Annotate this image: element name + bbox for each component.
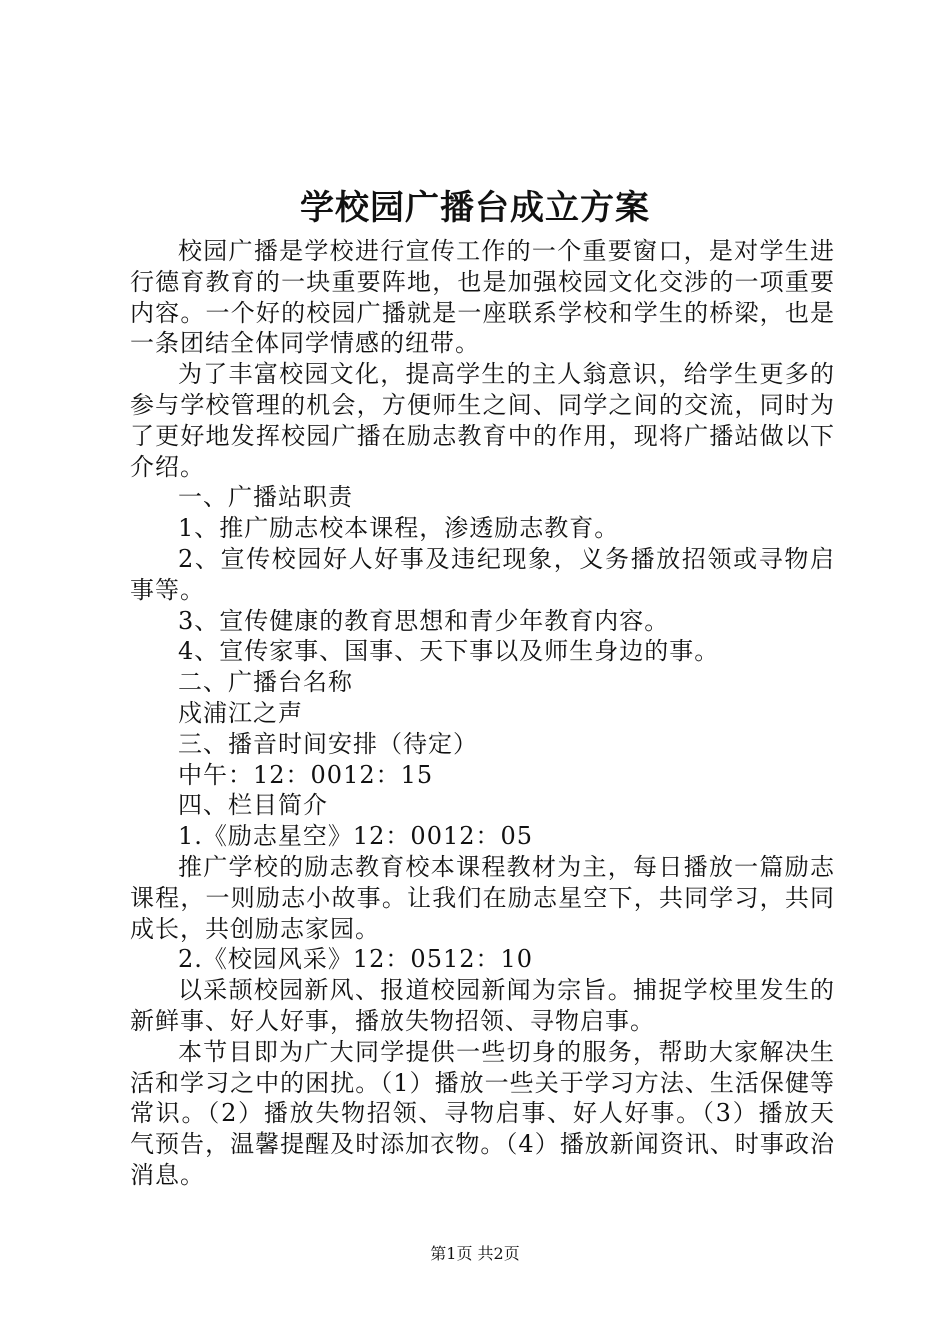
paragraph-intro: 校园广播是学校进行宣传工作的一个重要窗口，是对学生进行德育教育的一块重要阵地，也是加强校园文化交涉的一项重要内容。一个好的校园广播就是一座联系学校和学生的桥梁，也是一条团结全体同学情感的纽带。 bbox=[130, 237, 835, 358]
section-heading-name: 二、广播台名称 bbox=[178, 668, 353, 697]
paragraph-purpose: 为了丰富校园文化，提高学生的主人翁意识，给学生更多的参与学校管理的机会，方便师生之间、同学之间的交流，同时为了更好地发挥校园广播在励志教育中的作用，现将广播站做以下介绍。 bbox=[130, 360, 835, 481]
schedule-noon: 中午：12：0012：15 bbox=[178, 760, 434, 789]
duty-item-3: 3、宣传健康的教育思想和青少年教育内容。 bbox=[178, 606, 670, 635]
program-service-desc: 本节目即为广大同学提供一些切身的服务，帮助大家解决生活和学习之中的困扰。（1）播放一些关于学习方法、生活保健等常识。（2）播放失物招领、寻物启事、好人好事。（3）播放天气预告，温馨提醒及时添加衣物。（4）播放新闻资讯、时事政治消息。 bbox=[130, 1037, 835, 1189]
document-body bbox=[130, 236, 835, 1191]
duty-item-4: 4、宣传家事、国事、天下事以及师生身边的事。 bbox=[178, 637, 720, 666]
program-2-desc: 以采颉校园新风、报道校园新闻为宗旨。捕捉学校里发生的新鲜事、好人好事，播放失物招领、寻物启事。 bbox=[130, 976, 835, 1035]
document-title: 学校园广播台成立方案 bbox=[300, 188, 650, 228]
duty-item-1: 1、推广励志校本课程，渗透励志教育。 bbox=[178, 514, 620, 543]
station-name: 戍浦江之声 bbox=[178, 698, 303, 727]
duty-item-2: 2、宣传校园好人好事及违纪现象，义务播放招领或寻物启事等。 bbox=[130, 544, 835, 604]
section-heading-programs: 四、栏目简介 bbox=[178, 791, 328, 820]
page-footer: 第1页 共2页 bbox=[430, 1244, 520, 1263]
program-1-desc: 推广学校的励志教育校本课程教材为主，每日播放一篇励志课程，一则励志小故事。让我们在励志星空下，共同学习，共同成长，共创励志家园。 bbox=[130, 852, 835, 943]
section-heading-duties: 一、广播站职责 bbox=[178, 483, 353, 512]
program-1-title: 1.《励志星空》12：0012：05 bbox=[178, 822, 534, 851]
program-2-title: 2.《校园风采》12：0512：10 bbox=[178, 945, 534, 974]
section-heading-schedule: 三、播音时间安排（待定） bbox=[178, 729, 478, 758]
